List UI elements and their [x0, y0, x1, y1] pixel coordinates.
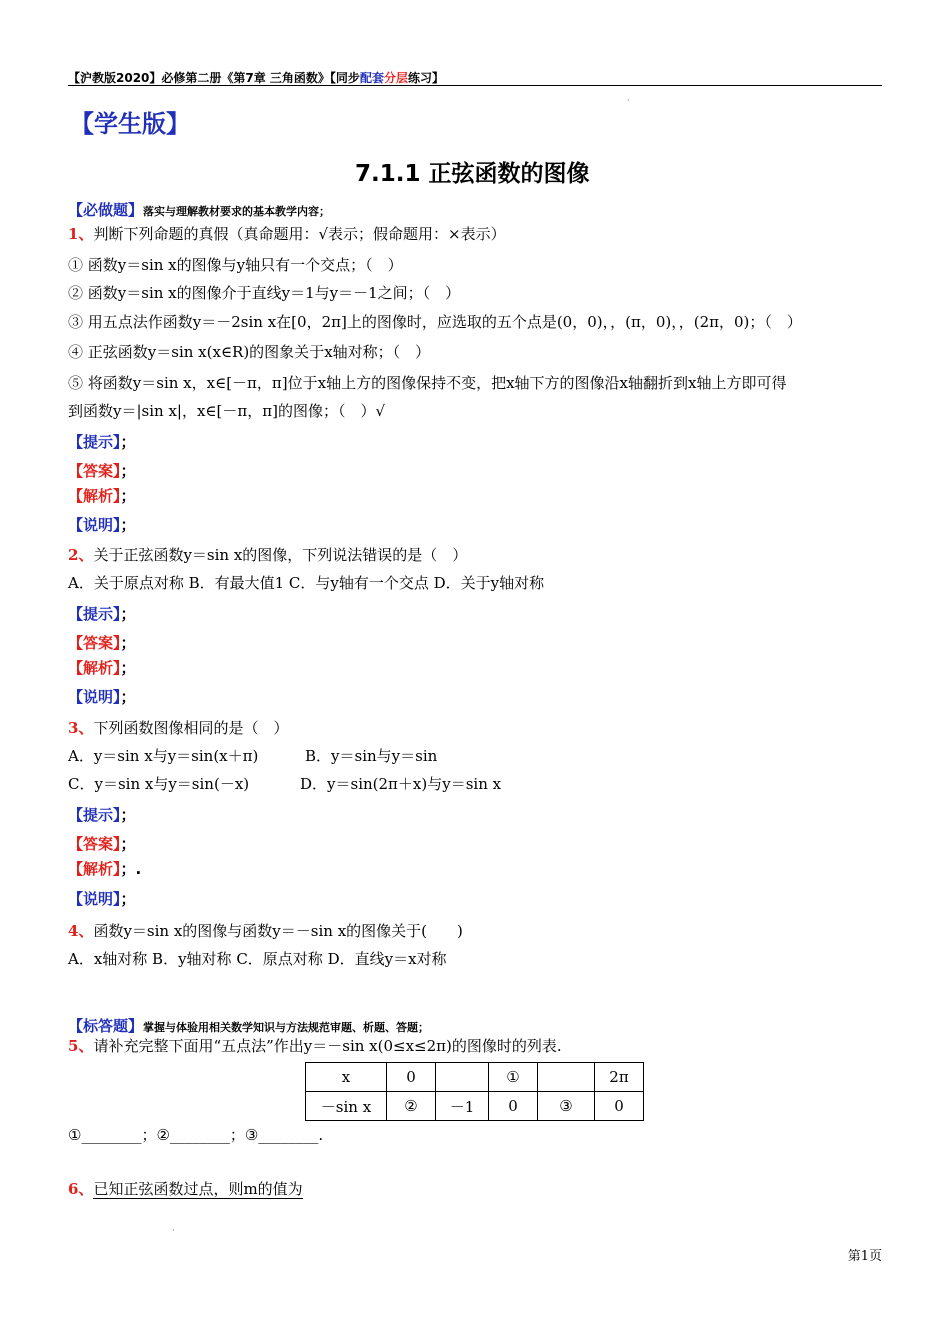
table-cell: ③: [538, 1092, 595, 1121]
q3-hint: 【提示】；: [68, 806, 136, 824]
q1-item-3: ③ 用五点法作函数y＝－2sin x在[0，2π]上的图像时，应选取的五个点是(0，0)，，(π，0)，，(2π，0)；（ ）: [68, 313, 802, 331]
table-cell: －sin x: [306, 1092, 387, 1121]
q1-note: 【说明】；: [68, 516, 136, 534]
q4-stem: 4、函数y＝sin x的图像与函数y＝－sin x的图像关于( ): [68, 922, 463, 940]
running-header: 【沪教版2020】必修第二册《第7章 三角函数》【同步配套分层练习】: [68, 71, 444, 85]
table-cell: ①: [489, 1063, 538, 1092]
q3-analysis: 【解析】；.: [68, 860, 142, 878]
q1-item-2: ② 函数y＝sin x的图像介于直线y＝1与y＝－1之间；（ ）: [68, 284, 461, 302]
q1-item-5-cont: 到函数y＝|sin x|，x∈[－π，π]的图像；（ ）√: [68, 402, 386, 420]
table-cell: 0: [595, 1092, 644, 1121]
stray-dot: ·: [172, 1226, 175, 1235]
q1-stem: 1、判断下列命题的真假（真命题用：√表示；假命题用：×表示）: [68, 225, 506, 243]
table-cell: x: [306, 1063, 387, 1092]
q3-option-c: C．y＝sin x与y＝sin(－x): [68, 775, 250, 793]
stray-dot: ·: [627, 96, 630, 105]
table-row: [306, 1063, 644, 1092]
q3-option-b: B．y＝sin与y＝sin: [305, 747, 438, 765]
q3-option-a: A．y＝sin x与y＝sin(x＋π): [68, 747, 259, 765]
table-cell: 2π: [595, 1063, 644, 1092]
table-cell: [538, 1063, 595, 1092]
q6-stem: 6、已知正弦函数过点，则m的值为: [68, 1180, 303, 1198]
q2-answer: 【答案】；: [68, 634, 136, 652]
q4-options: A．x轴对称 B．y轴对称 C．原点对称 D．直线y＝x对称: [68, 950, 447, 968]
q1-item-1: ① 函数y＝sin x的图像与y轴只有一个交点；（ ）: [68, 256, 403, 274]
five-point-table: [305, 1062, 644, 1121]
section-standard: 【标答题】掌握与体验用相关数学知识与方法规范审题、析题、答题；: [68, 1017, 430, 1035]
q2-note: 【说明】；: [68, 688, 136, 706]
q1-answer: 【答案】；: [68, 462, 136, 480]
table-cell: 0: [489, 1092, 538, 1121]
q2-hint: 【提示】；: [68, 605, 136, 623]
q5-stem: 5、请补充完整下面用“五点法”作出y＝－sin x(0≤x≤2π)的图像时的列表.: [68, 1037, 562, 1055]
page-number: 第1页: [847, 1249, 882, 1264]
q1-item-4: ④ 正弦函数y＝sin x(x∈R)的图象关于x轴对称；（ ）: [68, 343, 431, 361]
page-title: 7.1.1 正弦函数的图像: [355, 161, 590, 187]
q2-stem: 2、关于正弦函数y＝sin x的图像，下列说法错误的是（ ）: [68, 546, 468, 564]
q1-hint: 【提示】；: [68, 433, 136, 451]
header-rule: [68, 85, 882, 86]
q3-stem: 3、下列函数图像相同的是（ ）: [68, 719, 289, 737]
q2-analysis: 【解析】；: [68, 659, 136, 677]
table-row: [306, 1092, 644, 1121]
q3-note: 【说明】；: [68, 890, 136, 908]
q2-options: A．关于原点对称 B．有最大值1 C．与y轴有一个交点 D．关于y轴对称: [68, 574, 545, 592]
table-cell: 0: [387, 1063, 436, 1092]
student-version-label: 【学生版】: [70, 110, 190, 138]
q3-answer: 【答案】；: [68, 835, 136, 853]
q5-blanks: ①________；②________；③________.: [68, 1126, 324, 1144]
q1-item-5: ⑤ 将函数y＝sin x，x∈[－π，π]位于x轴上方的图像保持不变，把x轴下方的图像沿x轴翻折到x轴上方即可得: [68, 374, 787, 392]
table-cell: －1: [436, 1092, 489, 1121]
q1-analysis: 【解析】；: [68, 487, 136, 505]
section-required: 【必做题】落实与理解教材要求的基本教学内容；: [68, 201, 331, 219]
table-cell: ②: [387, 1092, 436, 1121]
table-cell: [436, 1063, 489, 1092]
q3-option-d: D．y＝sin(2π＋x)与y＝sin x: [300, 775, 502, 793]
